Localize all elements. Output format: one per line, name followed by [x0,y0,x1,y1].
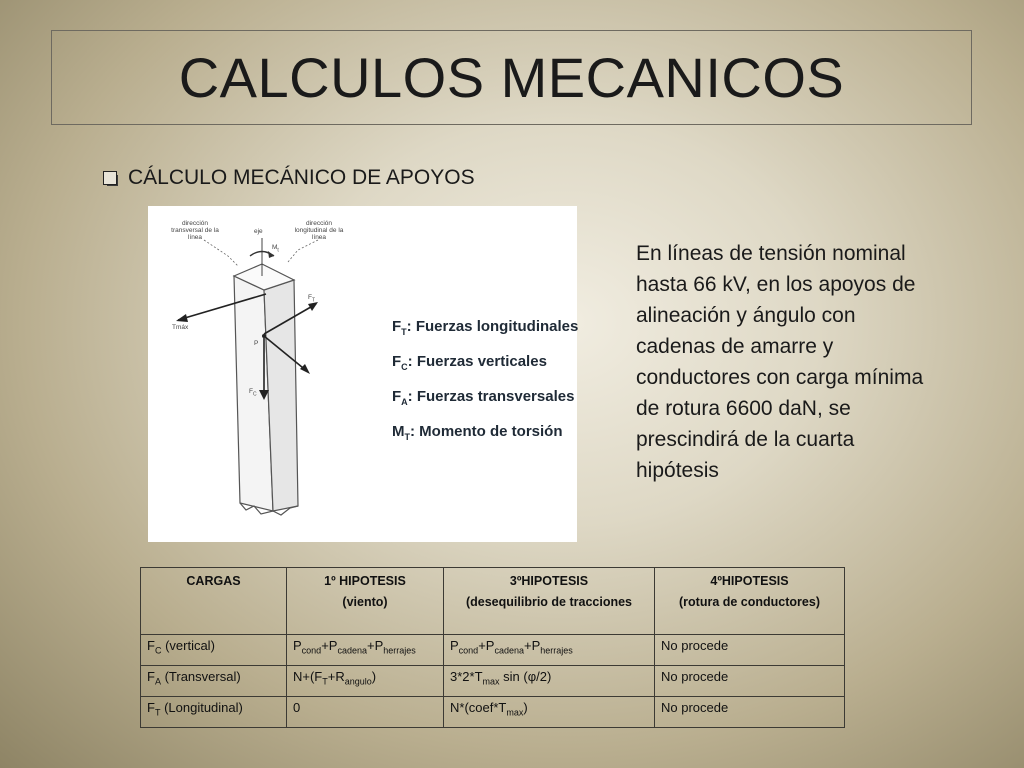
side-paragraph: En líneas de tensión nominal hasta 66 kV, en los apoyos de alineación y ángulo con cadenas de amarre y conductores con carga mínima de rotura 6600 daN, se prescindirá de la cuarta hipótesis [636,242,924,482]
force-legend [392,312,578,452]
longitudinal-pointer [288,240,318,262]
bullet-text: CÁLCULO MECÁNICO DE APOYOS [128,166,475,189]
table-row [141,635,845,666]
fc-diagram-label: $F_C$ [249,388,257,398]
legend-item-torsion: $M_T$: Momento de torsión [392,423,563,442]
transversal-pointer [204,240,238,266]
support-diagram [148,206,577,542]
cell-load: $F_C$ (vertical) [141,635,287,666]
cell-h3: $N*(coef*T_{max})$ [444,697,655,728]
table-row [141,666,845,697]
cell-h1: 0 [287,697,444,728]
title-box [51,30,972,125]
slide-title: CALCULOS MECANICOS [178,46,845,109]
legend-item-vertical: $F_C$: Fuerzas verticales [392,353,547,372]
loads-table [140,567,845,728]
ft-diagram-label: $F_T$ [308,294,316,304]
cell-load: $F_T$ (Longitudinal) [141,697,287,728]
legend-item-longitudinal: $F_T$: Fuerzas longitudinales [392,318,579,337]
cell-h3: $3*2*T_{max}$ sin (φ/2) [444,666,655,697]
transversal-label: dirección transversal de la línea [171,220,219,241]
load-point [262,334,266,338]
header-hipotesis-1: 1º HIPOTESIS (viento) [287,568,444,635]
bullet-row [103,166,475,190]
legend-item-transversal: $F_A$: Fuerzas transversales [392,388,575,407]
cell-load: $F_A$ (Transversal) [141,666,287,697]
cell-h4: No procede [655,635,845,666]
p-label: P [254,340,259,347]
mt-diagram-label: $M_t$ [272,244,279,254]
header-hipotesis-3: 3ºHIPOTESIS (desequilibrio de tracciones [444,568,655,635]
cell-h1: $N+(F_T+R_{angulo})$ [287,666,444,697]
cell-h4: No procede [655,697,845,728]
tmax-label: Tmáx [172,324,189,331]
header-hipotesis-4: 4ºHIPOTESIS (rotura de conductores) [655,568,845,635]
header-cargas: CARGAS [141,568,287,635]
table-row [141,697,845,728]
fa-arrowhead [300,364,310,374]
cell-h4: No procede [655,666,845,697]
checkbox-bullet-icon [103,171,117,185]
cell-h1: $P_{cond}+P_{cadena}+P_{herrajes}$ [287,635,444,666]
eje-label: eje [254,228,263,235]
table-header-row [141,568,845,635]
cell-h3: $P_{cond}+P_{cadena}+P_{herrajes}$ [444,635,655,666]
longitudinal-label: dirección longitudinal de la línea [294,220,344,241]
tmax-arrowhead [176,314,188,322]
